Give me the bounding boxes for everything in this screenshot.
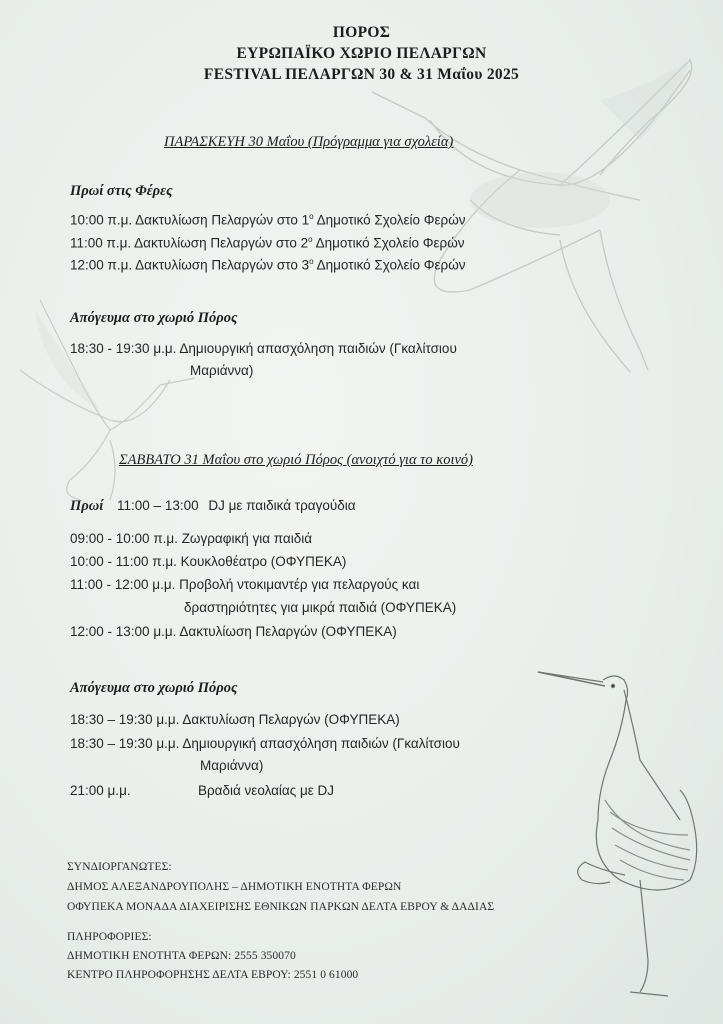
item-text: Δακτυλίωση Πελαργών στο 2 — [134, 235, 309, 251]
item-text: Βραδιά νεολαίας με DJ — [198, 783, 335, 798]
saturday-item-1 — [70, 531, 312, 546]
saturday-item-3 — [70, 577, 419, 592]
friday-afternoon-item — [70, 341, 457, 356]
item-time: 09:00 - 10:00 π.μ. — [70, 531, 178, 546]
item-text: Ζωγραφική για παιδιά — [181, 531, 313, 546]
item-time: 12:00 - 13:00 μ.μ. — [70, 624, 177, 639]
dj-label: Πρωί — [70, 498, 104, 514]
item-text: Δημιουργική απασχόληση παιδιών (Γκαλίτσιου — [179, 341, 457, 356]
friday-morning-item-3 — [70, 257, 466, 273]
ordinal-sup: ο — [308, 235, 313, 244]
organizer-2: ΟΦΥΠΕΚΑ ΜΟΝΑΔΑ ΔΙΑΧΕΙΡΙΣΗΣ ΕΘΝΙΚΩΝ ΠΑΡΚΩΝ ΔΕΛΤΑ ΕΒΡΟΥ & ΔΑΔΙΑΣ — [67, 901, 495, 913]
item-text-after: Δημοτικό Σχολείο Φερών — [313, 257, 466, 273]
item-time: 18:30 – 19:30 μ.μ. — [70, 736, 180, 751]
item-text-after: Δημοτικό Σχολείο Φερών — [313, 212, 466, 228]
organizers-title: ΣΥΝΔΙΟΡΓΑΝΩΤΕΣ: — [67, 861, 172, 873]
item-time: 11:00 - 12:00 μ.μ. — [70, 577, 176, 592]
ordinal-sup: ο — [309, 212, 314, 221]
saturday-dj-line — [70, 498, 356, 515]
item-text: Προβολή ντοκιμαντέρ για πελαργούς και — [179, 577, 420, 592]
item-time: 10:00 π.μ. — [70, 212, 133, 228]
header-line-3: FESTIVAL ΠΕΛΑΡΓΩΝ 30 & 31 Μαΐου 2025 — [203, 66, 520, 83]
saturday-item-5 — [70, 624, 397, 639]
item-text-after: Δημοτικό Σχολείο Φερών — [312, 235, 465, 251]
organizer-1: ΔΗΜΟΣ ΑΛΕΞΑΝΔΡΟΥΠΟΛΗΣ – ΔΗΜΟΤΙΚΗ ΕΝΟΤΗΤΑ ΦΕΡΩΝ — [67, 881, 402, 893]
dj-time: 11:00 – 13:00 — [117, 498, 199, 513]
info-line-2: ΚΕΝΤΡΟ ΠΛΗΡΟΦΟΡΗΣΗΣ ΔΕΛΤΑ ΕΒΡΟΥ: 2551 0 61000 — [67, 969, 359, 981]
saturday-item-2 — [70, 554, 346, 569]
saturday-afternoon-title: Απόγευμα στο χωριό Πόρος — [70, 680, 238, 696]
friday-morning-item-1 — [70, 212, 466, 228]
saturday-afternoon-item-4 — [70, 783, 334, 798]
item-text: Δακτυλίωση Πελαργών στο 3 — [135, 257, 310, 273]
dj-text: DJ με παιδικά τραγούδια — [208, 498, 356, 513]
ordinal-sup: ο — [309, 257, 314, 266]
item-text: Κουκλοθέατρο (ΟΦΥΠΕΚΑ) — [180, 554, 347, 569]
info-line-1: ΔΗΜΟΤΙΚΗ ΕΝΟΤΗΤΑ ΦΕΡΩΝ: 2555 350070 — [67, 950, 296, 962]
item-time: 10:00 - 11:00 π.μ. — [70, 554, 177, 569]
item-text: Δακτυλίωση Πελαργών (ΟΦΥΠΕΚΑ) — [182, 712, 400, 727]
item-time: 21:00 μ.μ. — [70, 783, 131, 798]
header-line-1: ΠΟΡΟΣ — [332, 24, 391, 41]
item-text: Δακτυλίωση Πελαργών στο 1 — [135, 212, 310, 228]
friday-heading: ΠΑΡΑΣΚΕΥΗ 30 Μαΐου (Πρόγραμμα για σχολεία) — [164, 134, 454, 150]
item-text: Δακτυλίωση Πελαργών (ΟΦΥΠΕΚΑ) — [179, 624, 397, 639]
header-line-2: ΕΥΡΩΠΑΪΚΟ ΧΩΡΙΟ ΠΕΛΑΡΓΩΝ — [236, 45, 487, 62]
friday-morning-item-2 — [70, 235, 465, 251]
saturday-heading: ΣΑΒΒΑΤΟ 31 Μαΐου στο χωριό Πόρος (ανοιχτό για το κοινό) — [119, 452, 474, 468]
item-time: 18:30 - 19:30 μ.μ. — [70, 341, 177, 356]
friday-afternoon-item-cont: Μαριάννα) — [190, 363, 254, 378]
friday-afternoon-title: Απόγευμα στο χωριό Πόρος — [70, 310, 238, 326]
item-time: 18:30 – 19:30 μ.μ. — [70, 712, 180, 727]
saturday-afternoon-item-1 — [70, 712, 400, 727]
info-title: ΠΛΗΡΟΦΟΡΙΕΣ: — [67, 931, 152, 943]
item-time: 11:00 π.μ. — [70, 235, 132, 251]
item-time: 12:00 π.μ. — [70, 257, 133, 273]
saturday-item-3-cont: δραστηριότητες για μικρά παιδιά (ΟΦΥΠΕΚΑ) — [184, 600, 457, 615]
item-text: Δημιουργική απασχόληση παιδιών (Γκαλίτσιου — [182, 736, 460, 751]
saturday-afternoon-item-2-cont: Μαριάννα) — [200, 758, 264, 773]
friday-morning-title: Πρωί στις Φέρες — [70, 183, 173, 199]
saturday-afternoon-item-2 — [70, 736, 460, 751]
